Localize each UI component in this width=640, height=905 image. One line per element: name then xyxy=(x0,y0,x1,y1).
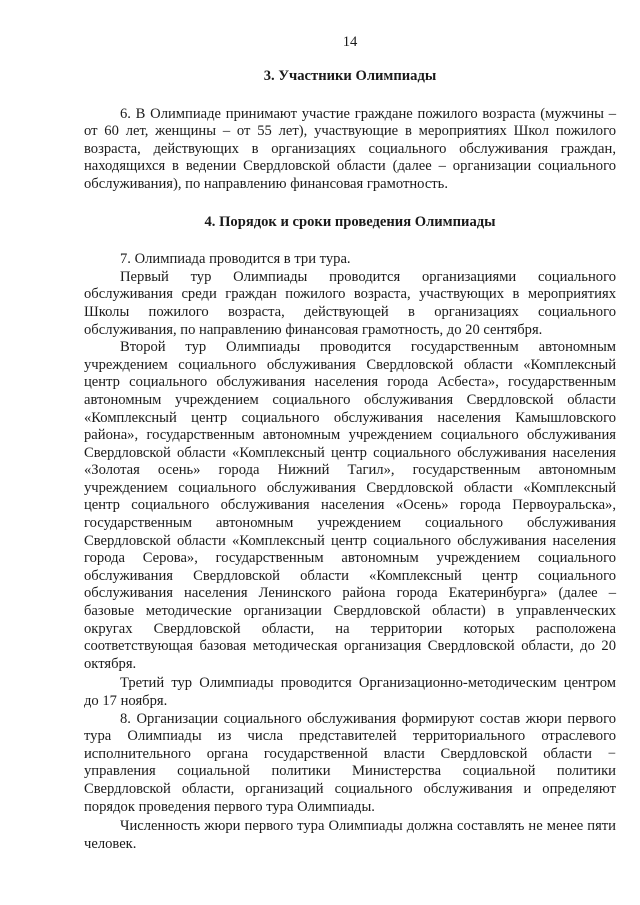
page-number: 14 xyxy=(342,34,358,50)
paragraph-second-round: Второй тур Олимпиады проводится государственным автономным учреждением социального обслуживания Свердловской области «Комплексный центр социального обслуживания населения города Асбеста», государственным автономным учреждением социального обслуживания Свердловской области «Комплексный центр социального обслуживания населения Камышловского района», государственным автономным учреждением социального обслуживания Свердловской области «Комплексный центр социального обслуживания населения «Золотая осень» города Нижний Тагил», государственным автономным учреждением социального обслуживания Свердловской области «Комплексный центр социального обслуживания населения «Осень» города Первоуральска», государственным автономным учреждением социального обслуживания Свердловской области «Комплексный центр социального обслуживания населения города Серова», государственным автономным учреждением социального обслуживания Свердловской области «Комплексный центр социального обслуживания населения Ленинского района города Екатеринбурга» (далее – базовые методические организации Свердловской области) в управленческих округах Свердловской области, на территории которых расположена соответствующая базовая методическая организация Свердловской области, до 20 октября. xyxy=(84,339,616,672)
paragraph-jury-size: Численность жюри первого тура Олимпиады должна составлять не менее пяти человек. xyxy=(84,818,616,852)
document-page xyxy=(84,34,616,853)
paragraph-7: 7. Олимпиада проводится в три тура. xyxy=(120,251,351,268)
section-heading-participants: 3. Участники Олимпиады xyxy=(263,68,437,84)
paragraph-first-round: Первый тур Олимпиады проводится организациями социального обслуживания среди граждан пожилого возраста, участвующих в мероприятиях Школы пожилого возраста, действующей в организациях социального обслуживания, по направлению финансовая грамотность, до 20 сентября. xyxy=(84,268,616,338)
paragraph-6: 6. В Олимпиаде принимают участие граждане пожилого возраста (мужчины – от 60 лет, женщины – от 55 лет), участвующие в мероприятиях Школ пожилого возраста, действующих в организациях социального обслуживания граждан, находящихся в ведении Свердловской области (далее – организации социального обслуживания), по направлению финансовая грамотность. xyxy=(84,105,616,192)
section-heading-procedure: 4. Порядок и сроки проведения Олимпиады xyxy=(204,213,496,230)
paragraph-third-round: Третий тур Олимпиады проводится Организационно-методическим центром до 17 ноября. xyxy=(84,675,616,709)
paragraph-8: 8. Организации социального обслуживания формируют состав жюри первого тура Олимпиады из числа представителей территориального отраслевого исполнительного органа государственной власти Свердловской области − управления социальной политики Министерства социальной политики Свердловской области, организаций социального обслуживания и определяют порядок проведения первого тура Олимпиады. xyxy=(84,710,616,815)
